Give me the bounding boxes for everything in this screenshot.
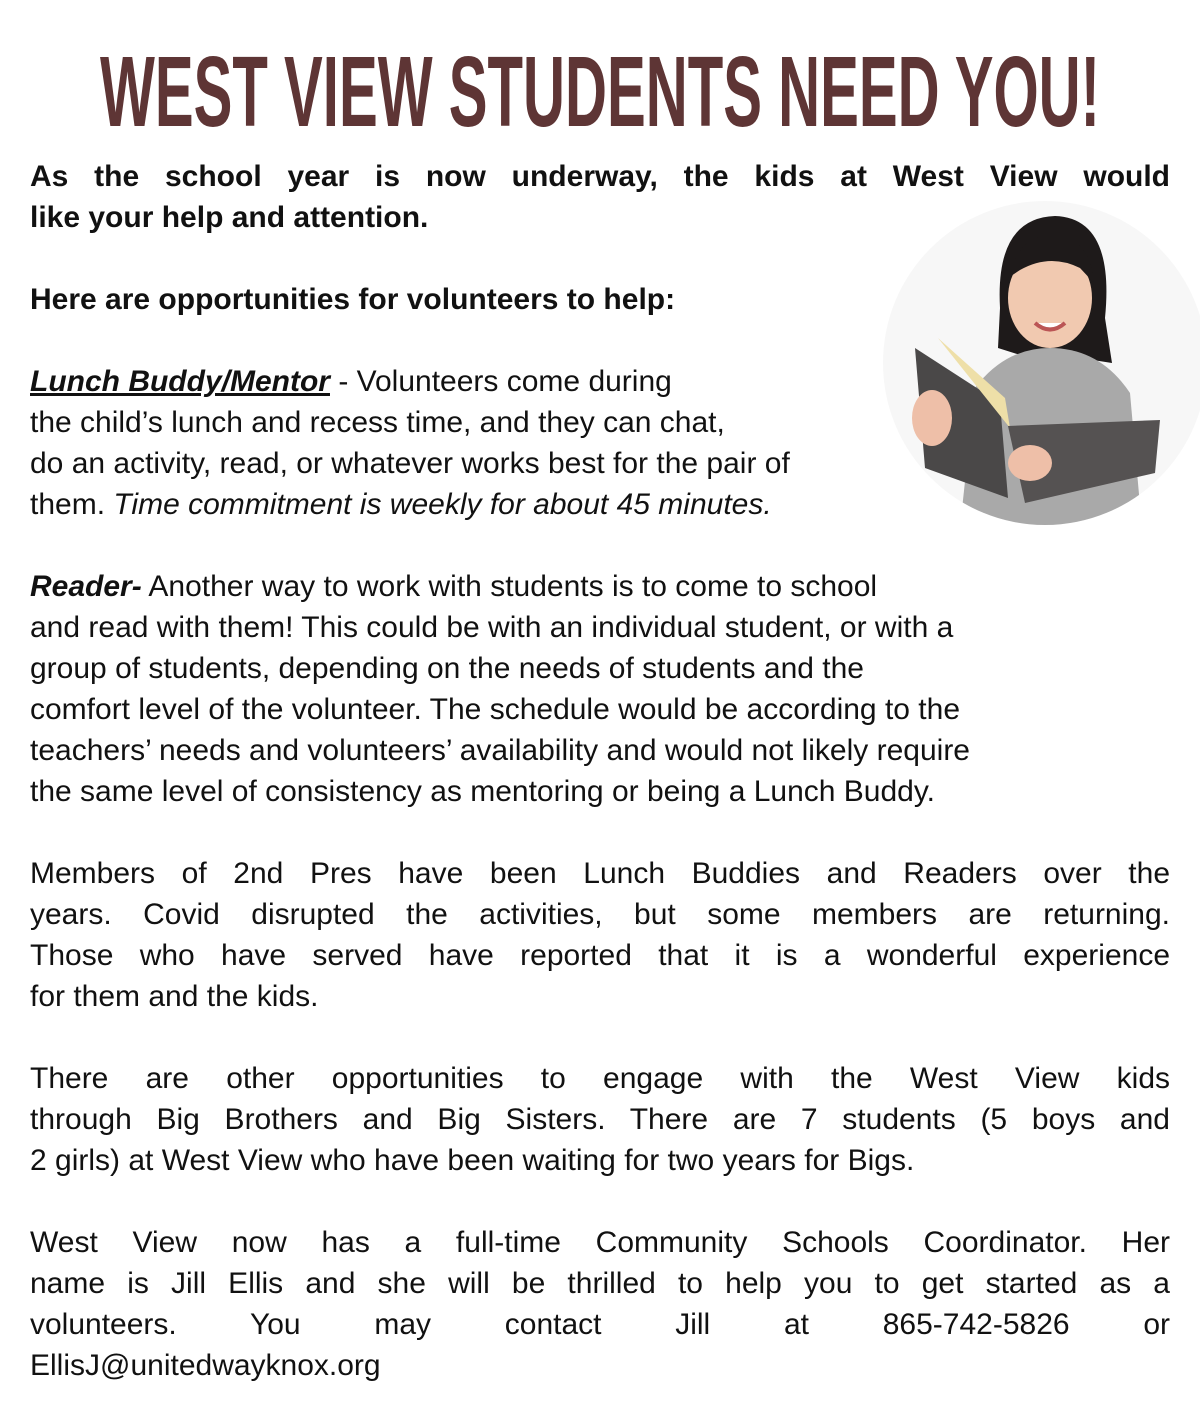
text-segment: Here are opportunities for volunteers to help: (30, 283, 676, 316)
text-line (30, 771, 1170, 812)
text-line (30, 156, 1170, 197)
text-line (30, 361, 1170, 402)
text-line (30, 607, 1170, 648)
text-line (30, 197, 1170, 238)
text-segment: group of students, depending on the needs of students and the (30, 652, 864, 685)
text-segment: West View now has a full-time Community Schools Coordinator. Her (30, 1226, 1170, 1259)
text-line (30, 648, 1170, 689)
text-line (30, 279, 1170, 320)
text-line (30, 566, 1170, 607)
text-segment: the child’s lunch and recess time, and they can chat, (30, 406, 725, 439)
text-line (30, 402, 1170, 443)
text-line (30, 730, 1170, 771)
paragraph (30, 566, 1170, 812)
text-line (30, 1058, 1170, 1099)
paragraph (30, 1058, 1170, 1181)
text-segment: years. Covid disrupted the activities, but some members are returning. (30, 898, 1170, 931)
text-segment: Those who have served have reported that it is a wonderful experience (30, 939, 1170, 972)
paragraph (30, 1222, 1170, 1386)
text-segment: 2 girls) at West View who have been waiting for two years for Bigs. (30, 1144, 915, 1177)
text-segment: name is Jill Ellis and she will be thrilled to help you to get started as a (30, 1267, 1170, 1300)
paragraph (30, 279, 1170, 320)
text-line (30, 1140, 1170, 1181)
text-segment: - Volunteers come during (329, 365, 672, 398)
text-line (30, 1263, 1170, 1304)
paragraph (30, 853, 1170, 1017)
text-line (30, 1304, 1170, 1345)
text-line (30, 976, 1170, 1017)
text-segment: Members of 2nd Pres have been Lunch Buddies and Readers over the (30, 857, 1170, 890)
text-line (30, 689, 1170, 730)
text-segment: teachers’ needs and volunteers’ availability and would not likely require (30, 734, 970, 767)
text-line (30, 1099, 1170, 1140)
page-title (0, 38, 1200, 138)
text-line (30, 443, 1170, 484)
text-segment: and read with them! This could be with an individual student, or with a (30, 611, 954, 644)
text-segment: volunteers. You may contact Jill at 865-742-5826 or (30, 1308, 1170, 1341)
text-segment: There are other opportunities to engage with the West View kids (30, 1062, 1170, 1095)
text-segment: through Big Brothers and Big Sisters. There are 7 students (5 boys and (30, 1103, 1170, 1136)
section-heading: Reader- (30, 570, 142, 603)
text-segment: them. (30, 488, 114, 521)
text-segment: Time commitment is weekly for about 45 minutes. (113, 488, 772, 521)
text-line (30, 1222, 1170, 1263)
section-heading: Lunch Buddy/Mentor (30, 365, 330, 398)
text-line (30, 1345, 1170, 1386)
paragraph (30, 361, 1170, 525)
text-segment: comfort level of the volunteer. The schedule would be according to the (30, 693, 961, 726)
text-segment: do an activity, read, or whatever works best for the pair of (30, 447, 790, 480)
text-segment: for them and the kids. (30, 980, 319, 1013)
text-segment: like your help and attention. (30, 201, 429, 234)
text-line (30, 484, 1170, 525)
text-segment: the same level of consistency as mentoring or being a Lunch Buddy. (30, 775, 935, 808)
paragraph (30, 156, 1170, 238)
page-title-text: WEST VIEW STUDENTS NEED YOU! (100, 38, 1100, 138)
page-title-graphic (0, 38, 1200, 138)
text-line (30, 853, 1170, 894)
article-body (30, 156, 1170, 1427)
text-line (30, 894, 1170, 935)
text-line (30, 935, 1170, 976)
text-segment: As the school year is now underway, the kids at West View would (30, 160, 1170, 193)
text-segment: Another way to work with students is to come to school (141, 570, 878, 603)
text-segment: EllisJ@unitedwayknox.org (30, 1349, 381, 1382)
